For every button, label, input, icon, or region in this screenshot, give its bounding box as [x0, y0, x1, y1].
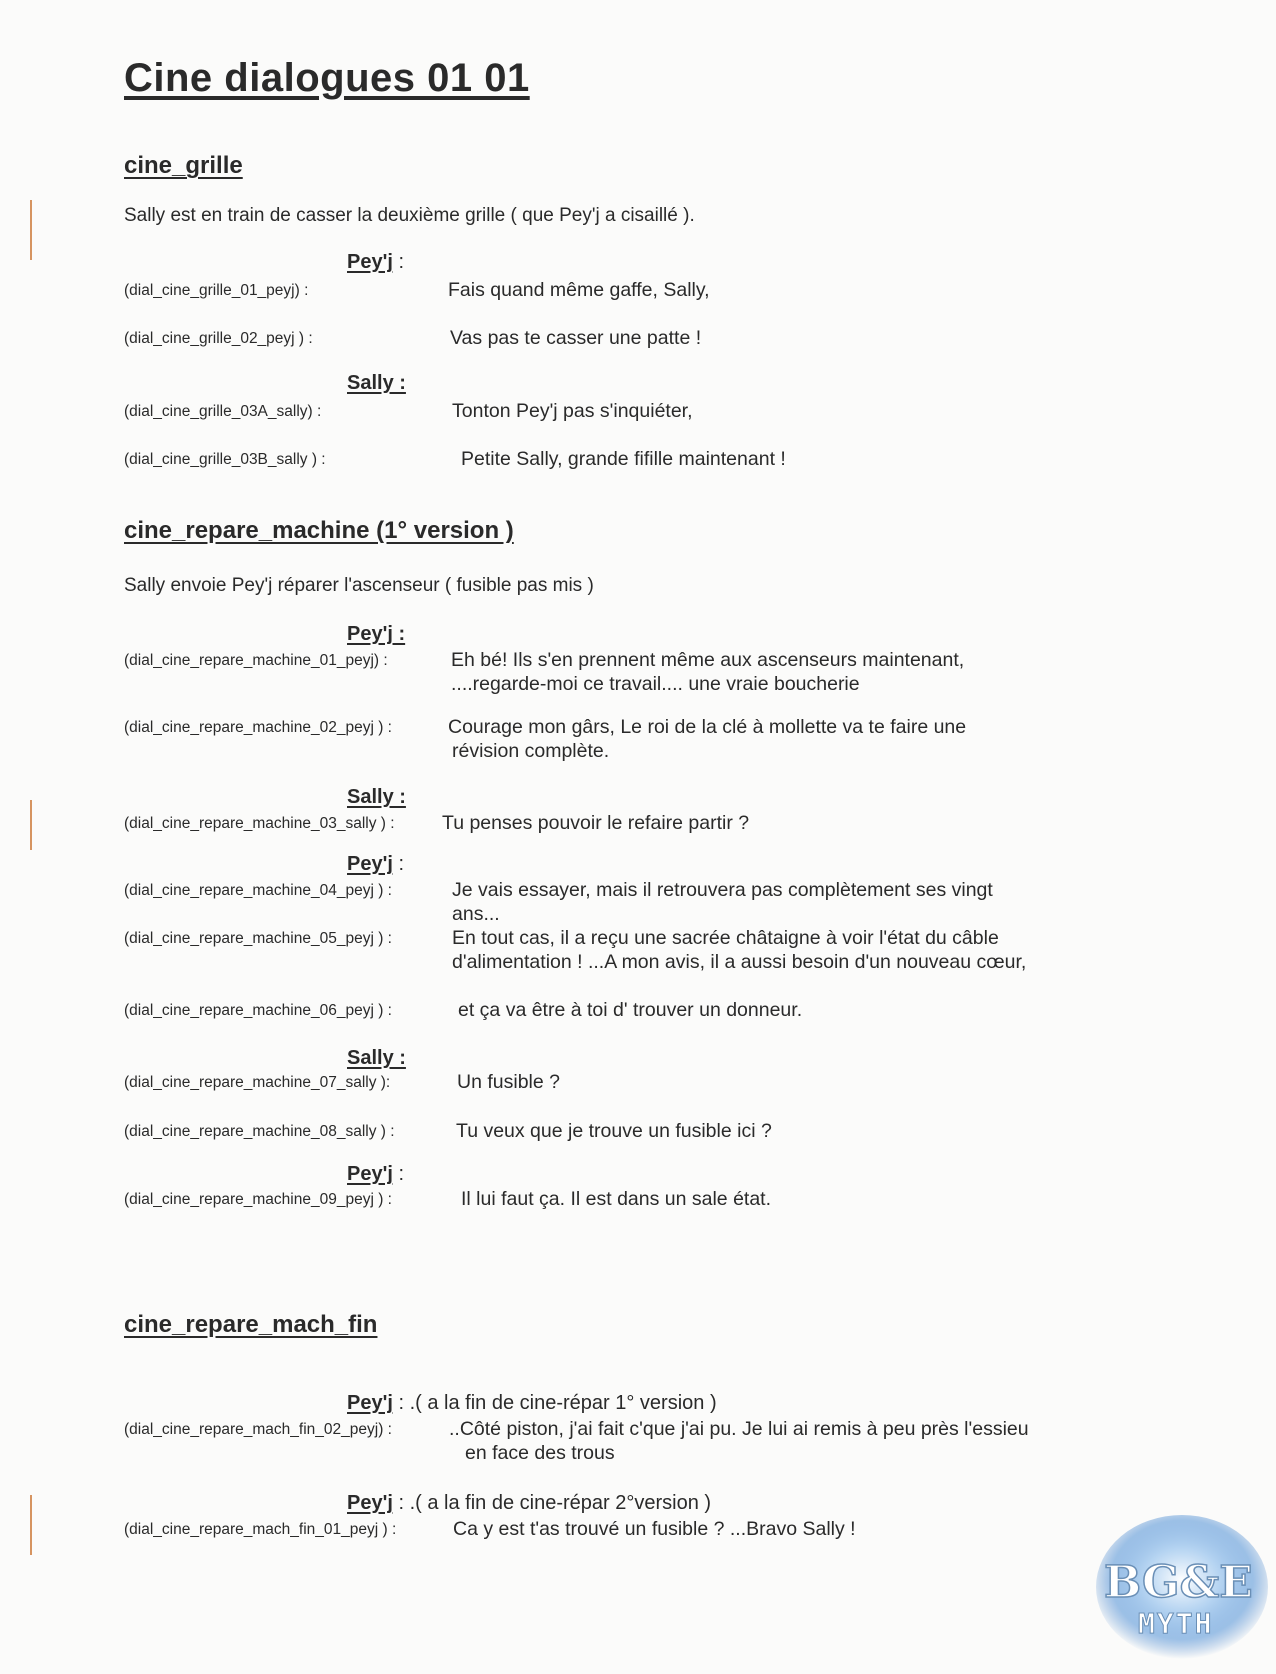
dialogue-line: Vas pas te casser une patte !: [450, 327, 702, 349]
dialogue-code: (dial_cine_grille_02_peyj ) :: [124, 330, 313, 347]
scan-mark: [30, 1495, 32, 1555]
dialogue-code: (dial_cine_grille_01_peyj) :: [124, 282, 309, 299]
speaker-label: Pey'j : .( a la fin de cine-répar 2°version ): [347, 1492, 712, 1514]
dialogue-line: et ça va être à toi d' trouver un donneur.: [458, 999, 803, 1021]
dialogue-line: ans...: [452, 903, 500, 925]
speaker-label: Pey'j :: [347, 853, 405, 875]
dialogue-line: Un fusible ?: [457, 1071, 560, 1093]
section-heading: cine_grille: [124, 152, 243, 179]
dialogue-code: (dial_cine_repare_machine_05_peyj ) :: [124, 930, 392, 947]
dialogue-line: Tonton Pey'j pas s'inquiéter,: [452, 400, 693, 422]
section-description: Sally est en train de casser la deuxième grille ( que Pey'j a cisaillé ).: [124, 205, 695, 226]
dialogue-line: Petite Sally, grande fifille maintenant !: [461, 448, 786, 470]
speaker-label: Pey'j :: [347, 251, 405, 273]
dialogue-code: (dial_cine_repare_machine_09_peyj ) :: [124, 1191, 392, 1208]
speaker-label: Sally :: [347, 786, 406, 808]
section-heading: cine_repare_mach_fin: [124, 1311, 378, 1338]
dialogue-code: (dial_cine_repare_machine_03_sally ) :: [124, 815, 395, 832]
dialogue-code: (dial_cine_repare_machine_01_peyj) :: [124, 652, 388, 669]
dialogue-line: ....regarde-moi ce travail.... une vraie boucherie: [451, 673, 860, 695]
dialogue-line: Il lui faut ça. Il est dans un sale état.: [461, 1188, 772, 1210]
speaker-label: Pey'j :: [347, 1163, 405, 1185]
dialogue-code: (dial_cine_repare_mach_fin_02_peyj) :: [124, 1421, 392, 1438]
dialogue-code: (dial_cine_grille_03B_sally ) :: [124, 451, 326, 468]
dialogue-code: (dial_cine_repare_mach_fin_01_peyj ) :: [124, 1521, 397, 1538]
bge-myth-logo: [1090, 1515, 1270, 1665]
speaker-label: Sally :: [347, 372, 406, 394]
dialogue-code: (dial_cine_repare_machine_02_peyj ) :: [124, 719, 392, 736]
dialogue-line: Tu veux que je trouve un fusible ici ?: [456, 1120, 772, 1142]
dialogue-line: Ca y est t'as trouvé un fusible ? ...Bravo Sally !: [453, 1518, 856, 1540]
svg-text:BG&E: BG&E: [1104, 1557, 1253, 1608]
dialogue-code: (dial_cine_grille_03A_sally) :: [124, 403, 322, 420]
dialogue-line: d'alimentation ! ...A mon avis, il a aussi besoin d'un nouveau cœur,: [452, 951, 1027, 973]
dialogue-line: Eh bé! Ils s'en prennent même aux ascenseurs maintenant,: [451, 649, 965, 671]
dialogue-line: En tout cas, il a reçu une sacrée châtaigne à voir l'état du câble: [452, 927, 999, 949]
scan-mark: [30, 800, 32, 850]
dialogue-line: Tu penses pouvoir le refaire partir ?: [442, 812, 750, 834]
scan-mark: [30, 200, 32, 260]
section-heading: cine_repare_machine (1° version ): [124, 517, 514, 544]
speaker-label: Sally :: [347, 1047, 406, 1069]
dialogue-code: (dial_cine_repare_machine_06_peyj ) :: [124, 1002, 392, 1019]
dialogue-line: Je vais essayer, mais il retrouvera pas complètement ses vingt: [452, 879, 993, 901]
dialogue-code: (dial_cine_repare_machine_08_sally ) :: [124, 1123, 395, 1140]
dialogue-line: Courage mon gârs, Le roi de la clé à mollette va te faire une: [448, 716, 967, 738]
speaker-label: Pey'j : .( a la fin de cine-répar 1° version ): [347, 1392, 717, 1414]
dialogue-line: révision complète.: [452, 740, 610, 762]
dialogue-code: (dial_cine_repare_machine_04_peyj ) :: [124, 882, 392, 899]
dialogue-line: Fais quand même gaffe, Sally,: [448, 279, 710, 301]
section-description: Sally envoie Pey'j réparer l'ascenseur ( fusible pas mis ): [124, 575, 594, 596]
svg-text:MYTH: MYTH: [1138, 1607, 1214, 1640]
dialogue-line: ..Côté piston, j'ai fait c'que j'ai pu. Je lui ai remis à peu près l'essieu: [449, 1418, 1029, 1440]
dialogue-line: en face des trous: [465, 1442, 615, 1464]
speaker-label: Pey'j :: [347, 623, 406, 645]
dialogue-code: (dial_cine_repare_machine_07_sally ):: [124, 1074, 391, 1091]
page-title: Cine dialogues 01 01: [124, 56, 530, 100]
